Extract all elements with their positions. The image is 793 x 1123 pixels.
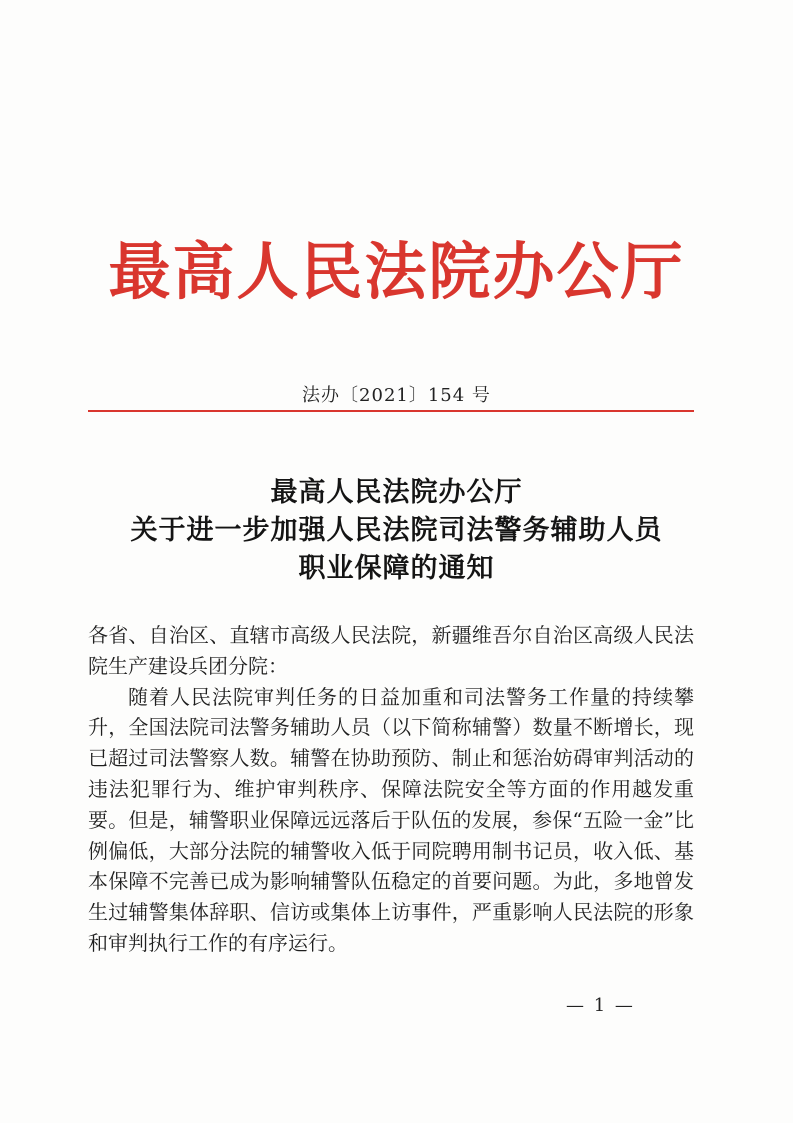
document-number: 法办〔2021〕154 号 <box>302 385 491 406</box>
title-line-2: 关于进一步加强人民法院司法警务辅助人员 <box>130 515 663 546</box>
body-paragraph-1: 随着人民法院审判任务的日益加重和司法警务工作量的持续攀升，全国法院司法警务辅助人员（以下简称辅警）数量不断增长，现已超过司法警察人数。辅警在协助预防、制止和惩治妨碍审判活动的违法犯罪行为、维护审判秩序、保障法院安全等方面的作用越发重要。但是，辅警职业保障远远落后于队伍的发展，参保“五险一金”比例偏低，大部分法院的辅警收入低于同院聘用制书记员，收入低、基本保障不完善已成为影响辅警队伍稳定的首要问题。为此，多地曾发生过辅警集体辞职、信访或集体上访事件，严重影响人民法院的形象和审判执行工作的有序运行。 <box>88 684 694 955</box>
document-body <box>88 620 694 959</box>
title-line-1: 最高人民法院办公厅 <box>270 477 523 508</box>
salutation: 各省、自治区、直辖市高级人民法院，新疆维吾尔自治区高级人民法院生产建设兵团分院： <box>88 623 694 678</box>
issuer-masthead: 最高人民法院办公厅 <box>108 235 685 308</box>
page-number: — 1 — <box>566 995 635 1016</box>
red-separator-line <box>88 410 694 412</box>
document-title <box>0 474 793 588</box>
title-line-3: 职业保障的通知 <box>298 553 495 584</box>
